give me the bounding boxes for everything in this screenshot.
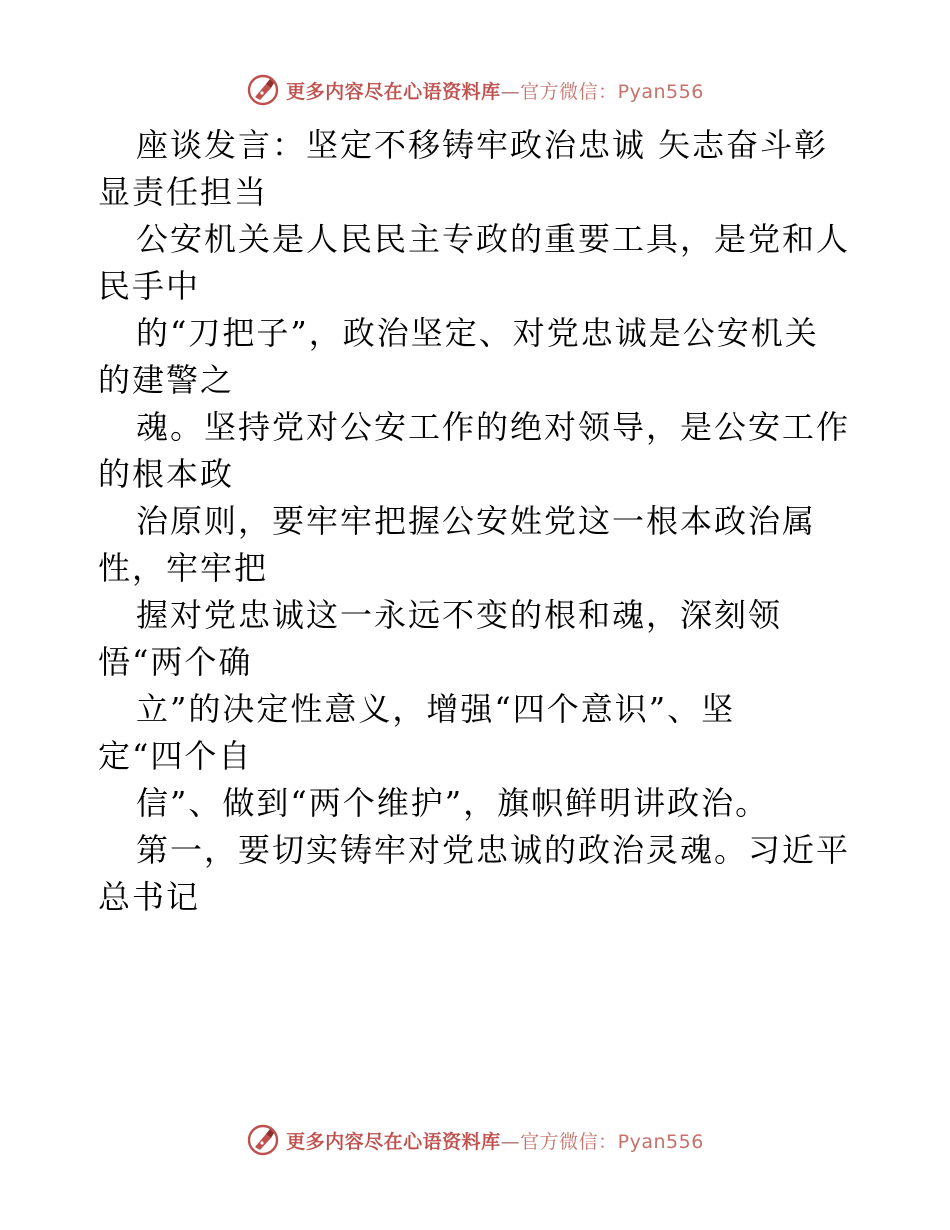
document-line: 民手中: [98, 267, 201, 305]
document-line: 公安机关是人民民主专政的重要工具，是党和人: [136, 220, 851, 258]
document-line: 总书记: [98, 878, 201, 916]
header-brand-text: 更多内容尽在心语资料库: [286, 80, 501, 103]
document-line: 显责任担当: [98, 173, 269, 211]
document-line: 治原则，要牢牢把握公安姓党这一根本政治属: [136, 502, 817, 540]
header-watermark-banner: [0, 68, 950, 112]
document-line: 握对党忠诚这一永远不变的根和魂，深刻领: [136, 596, 783, 634]
pen-nib-logo-icon: [246, 1123, 280, 1157]
document-line: 信”、做到“两个维护”，旗帜鲜明讲政治。: [136, 784, 770, 822]
document-line: 第一，要切实铸牢对党忠诚的政治灵魂。习近平: [136, 831, 851, 869]
footer-contact-text: 官方微信：Pyan556: [520, 1130, 704, 1153]
document-body: [98, 122, 858, 921]
header-watermark-text: [286, 77, 704, 104]
footer-brand-text: 更多内容尽在心语资料库: [286, 1130, 501, 1153]
header-contact-text: 官方微信：Pyan556: [520, 80, 704, 103]
pen-nib-logo-icon: [246, 73, 280, 107]
footer-separator: —: [500, 1130, 521, 1153]
document-line: 悟“两个确: [98, 643, 253, 681]
document-line: 魂。坚持党对公安工作的绝对领导，是公安工作: [136, 408, 851, 446]
document-line: 立”的决定性意义，增强“四个意识”、坚: [136, 690, 736, 728]
document-line: 性，牢牢把: [98, 549, 269, 587]
document-line: 座谈发言：坚定不移铸牢政治忠诚 矢志奋斗彰: [136, 126, 829, 164]
header-separator: —: [500, 80, 521, 103]
footer-watermark-banner: [0, 1118, 950, 1162]
document-line: 的“刀把子”，政治坚定、对党忠诚是公安机关: [136, 314, 819, 352]
document-line: 定“四个自: [98, 737, 253, 775]
document-line: 的建警之: [98, 361, 235, 399]
footer-watermark-text: [286, 1127, 704, 1154]
document-line: 的根本政: [98, 455, 235, 493]
